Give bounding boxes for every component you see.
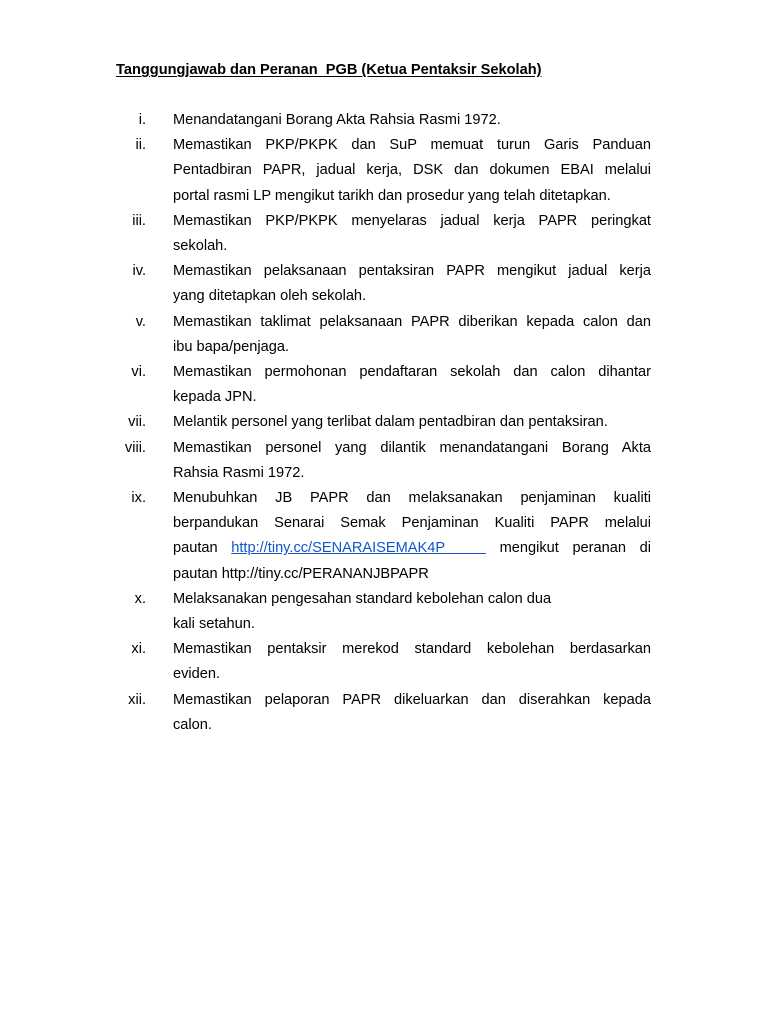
- link-prefix: pautan: [173, 540, 218, 557]
- list-item-x: [0, 587, 768, 637]
- item-line: Pentadbiran PAPR, jadual kerja, DSK dan dokumen EBAI melalui: [173, 162, 651, 179]
- item-text: [173, 688, 651, 738]
- item-number: i.: [138, 112, 146, 128]
- item-line: Melaksanakan pengesahan standard kebolehan calon dua: [173, 590, 552, 607]
- item-line: Memastikan PKP/PKPK dan SuP memuat turun Garis Panduan: [173, 137, 651, 154]
- list-item-iv: [0, 259, 768, 309]
- item-number: xi.: [131, 641, 146, 658]
- list-item-xii: [0, 688, 768, 738]
- item-number: ii.: [135, 137, 146, 154]
- item-text: [173, 436, 651, 486]
- item-text: [173, 209, 651, 259]
- list-item-ii: [0, 133, 768, 209]
- item-text: [173, 410, 651, 435]
- item-text: [173, 486, 651, 587]
- item-line: Memastikan taklimat pelaksanaan PAPR diberikan kepada calon dan: [173, 313, 651, 330]
- list-item-viii: [0, 436, 768, 486]
- list-item-ix: [0, 486, 768, 587]
- item-line: Memastikan pelaksanaan pentaksiran PAPR mengikut jadual kerja: [173, 263, 651, 280]
- item-number: vi.: [131, 364, 146, 381]
- item-line: kali setahun.: [173, 616, 255, 633]
- item-number: x.: [134, 590, 146, 607]
- item-text: [173, 587, 651, 637]
- item-line: Menubuhkan JB PAPR dan melaksanakan penjaminan kualiti: [173, 490, 651, 507]
- list-item-i: [0, 108, 768, 133]
- list-item-vi: [0, 360, 768, 410]
- item-line: calon.: [173, 716, 212, 733]
- item-text: [173, 259, 651, 309]
- item-number: vii.: [128, 414, 146, 431]
- item-line: Memastikan pentaksir merekod standard kebolehan berdasarkan: [173, 641, 651, 658]
- item-line: Memastikan permohonan pendaftaran sekolah dan calon dihantar: [173, 364, 651, 381]
- item-text: [173, 133, 651, 209]
- item-number: v.: [135, 313, 146, 330]
- page-title: Tanggungjawab dan Peranan PGB (Ketua Pentaksir Sekolah): [116, 62, 542, 78]
- item-line: eviden.: [173, 666, 221, 683]
- item-text: [173, 637, 651, 687]
- list-item-v: [0, 310, 768, 360]
- item-text: [173, 360, 651, 410]
- item-line: Memastikan PKP/PKPK menyelaras jadual kerja PAPR peringkat: [173, 212, 651, 229]
- item-number: iii.: [132, 212, 146, 229]
- responsibilities-list: [0, 108, 768, 738]
- item-line: pautan http://tiny.cc/PERANANJBPAPR: [173, 565, 429, 582]
- item-line: berpandukan Senarai Semak Penjaminan Kualiti PAPR melalui: [173, 515, 651, 532]
- item-text: [173, 108, 651, 133]
- link-underline-trail: [445, 540, 486, 556]
- item-line: Rahsia Rasmi 1972.: [173, 464, 305, 481]
- item-line: kepada JPN.: [173, 389, 257, 406]
- list-item-xi: [0, 637, 768, 687]
- item-line: sekolah.: [173, 238, 228, 255]
- item-number: viii.: [124, 439, 146, 456]
- item-line: ibu bapa/penjaga.: [173, 338, 290, 355]
- list-item-iii: [0, 209, 768, 259]
- senarai-semak-link[interactable]: http://tiny.cc/SENARAISEMAK4P: [231, 540, 446, 557]
- item-line: Menandatangani Borang Akta Rahsia Rasmi 1972.: [173, 112, 501, 128]
- item-number: iv.: [132, 263, 146, 280]
- item-line: Memastikan personel yang dilantik menandatangani Borang Akta: [173, 439, 651, 456]
- link-suffix: mengikut peranan di: [499, 540, 651, 557]
- item-line: yang ditetapkan oleh sekolah.: [173, 288, 367, 305]
- item-number: ix.: [131, 490, 146, 507]
- item-line-with-link: [173, 536, 651, 561]
- item-line: Memastikan pelaporan PAPR dikeluarkan dan diserahkan kepada: [173, 691, 651, 708]
- list-item-vii: [0, 410, 768, 435]
- item-text: [173, 310, 651, 360]
- item-line: Melantik personel yang terlibat dalam pentadbiran dan pentaksiran.: [173, 414, 608, 431]
- item-line: portal rasmi LP mengikut tarikh dan prosedur yang telah ditetapkan.: [173, 187, 611, 204]
- item-number: xii.: [128, 691, 146, 708]
